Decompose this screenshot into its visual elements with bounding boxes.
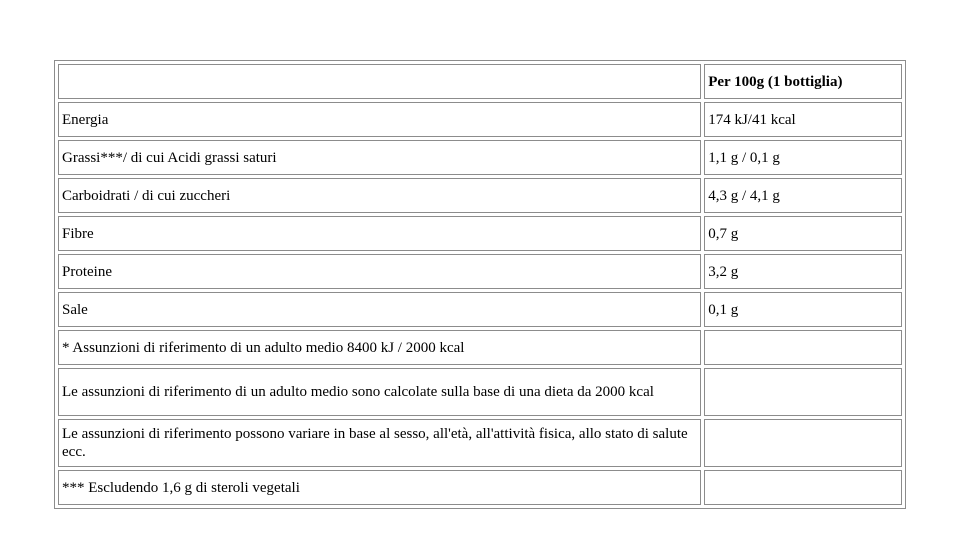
header-value-cell: Per 100g (1 bottiglia) [704,64,902,99]
row-label: Carboidrati / di cui zuccheri [58,178,701,213]
empty-cell [704,368,902,416]
header-label-cell [58,64,701,99]
empty-cell [704,330,902,365]
footnote-text: Le assunzioni di riferimento possono variare in base al sesso, all'età, all'attività fisica, allo stato di salute ecc. [58,419,701,467]
row-value: 1,1 g / 0,1 g [704,140,902,175]
row-label: Fibre [58,216,701,251]
row-value: 174 kJ/41 kcal [704,102,902,137]
table-row-sale [58,292,902,327]
row-value: 4,3 g / 4,1 g [704,178,902,213]
row-label: Grassi***/ di cui Acidi grassi saturi [58,140,701,175]
footnote-text: * Assunzioni di riferimento di un adulto medio 8400 kJ / 2000 kcal [58,330,701,365]
table-header-row [58,64,902,99]
table-row-proteine [58,254,902,289]
footnote-text: Le assunzioni di riferimento di un adulto medio sono calcolate sulla base di una dieta da 2000 kcal [58,368,701,416]
empty-cell [704,419,902,467]
table-row-footnote-reference [58,330,902,365]
table-row-energia [58,102,902,137]
row-value: 0,1 g [704,292,902,327]
table-row-carboidrati [58,178,902,213]
row-value: 3,2 g [704,254,902,289]
table-row-footnote-variation [58,419,902,467]
empty-cell [704,470,902,505]
row-label: Sale [58,292,701,327]
row-label: Proteine [58,254,701,289]
table-row-fibre [58,216,902,251]
row-label: Energia [58,102,701,137]
nutrition-table [54,60,906,509]
table-row-grassi [58,140,902,175]
row-value: 0,7 g [704,216,902,251]
footnote-text: *** Escludendo 1,6 g di steroli vegetali [58,470,701,505]
table-row-footnote-calculation [58,368,902,416]
table-row-footnote-sterols [58,470,902,505]
